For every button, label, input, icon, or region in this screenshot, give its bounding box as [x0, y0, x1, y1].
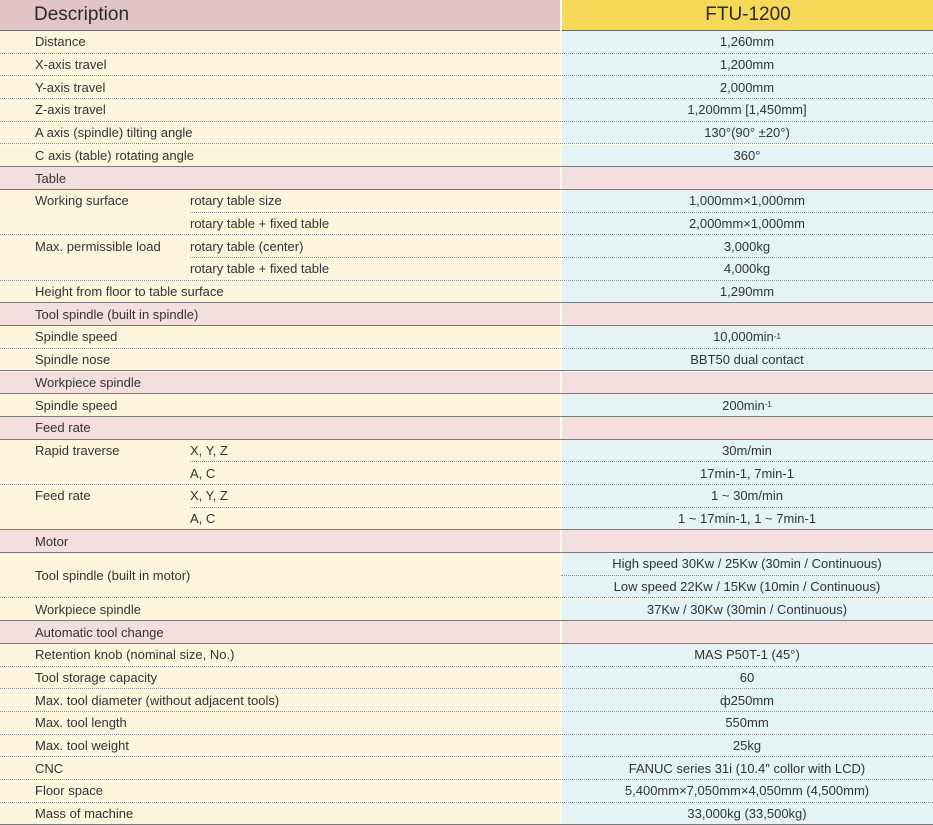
spec-value-text: 360° — [733, 147, 761, 163]
spec-value-text: 17min-1, 7min-1 — [700, 465, 794, 481]
spec-value-text: 1,000mm×1,000mm — [689, 193, 805, 209]
table-row — [0, 190, 933, 212]
table-row — [0, 780, 933, 803]
value-cell — [561, 303, 933, 325]
spec-label: Floor space — [35, 783, 103, 799]
section-row — [0, 530, 933, 553]
table-row — [0, 31, 933, 54]
spec-value — [561, 122, 933, 144]
section-row — [0, 372, 933, 395]
spec-value: 10,000min -1 — [713, 329, 781, 345]
spec-value-text: 1,260mm — [719, 34, 775, 50]
table-header — [0, 0, 933, 30]
spec-value-text: 4,000kg — [723, 261, 771, 277]
spec-value — [561, 757, 933, 779]
value-cell — [561, 530, 933, 552]
table-row — [0, 235, 933, 257]
spec-label: Height from floor to table surface — [35, 284, 224, 300]
spec-value-text: 2,000mm — [719, 79, 775, 95]
spec-label: Retention knob (nominal size, No.) — [35, 647, 235, 663]
spec-value — [561, 689, 933, 711]
spec-value — [561, 54, 933, 76]
spec-value — [561, 644, 933, 666]
table-row — [0, 667, 933, 690]
table-row — [0, 485, 933, 507]
spec-label: Mass of machine — [35, 806, 134, 822]
spec-value — [561, 508, 933, 530]
spec-sublabel: rotary table (center) — [190, 238, 304, 254]
table-row — [0, 122, 933, 145]
spec-sublabel: rotary table + fixed table — [190, 261, 330, 277]
spec-value — [561, 349, 933, 371]
spec-label: Workpiece spindle — [35, 601, 141, 617]
header-model-cell — [561, 0, 933, 31]
spec-value — [561, 780, 933, 802]
spec-value-text: 200min — [722, 397, 765, 413]
spec-sublabel: rotary table size — [190, 193, 282, 209]
spec-value-text: 30m/min — [722, 442, 772, 458]
section-row — [0, 167, 933, 190]
spec-value-text: 10,000min — [713, 329, 774, 345]
table-row — [0, 99, 933, 122]
table-row — [0, 689, 933, 712]
section-row — [0, 303, 933, 326]
spec-sublabel: A, C — [190, 465, 216, 481]
value-cell — [561, 417, 933, 439]
spec-label: Max. tool weight — [35, 738, 129, 754]
spec-sublabel: rotary table + fixed table — [190, 215, 330, 231]
spec-label: Tool spindle (built in motor) — [35, 567, 191, 583]
spec-value-text: 33,000kg (33,500kg) — [687, 806, 807, 822]
label-cell — [0, 530, 560, 552]
spec-value-text: 550mm — [725, 715, 769, 731]
header-model: FTU-1200 — [705, 4, 791, 25]
spec-value-text: BBT50 dual contact — [690, 352, 804, 368]
table-row — [0, 803, 933, 825]
spec-label: CNC — [35, 760, 64, 776]
spec-label: Max. permissible load — [35, 238, 161, 254]
spec-value — [561, 258, 933, 280]
spec-label: Spindle nose — [35, 352, 111, 368]
spec-label: Tool storage capacity — [35, 669, 158, 685]
spec-label: Y-axis travel — [35, 79, 106, 95]
spec-value-text: 37Kw / 30Kw (30min / Continuous) — [646, 601, 848, 617]
section-row — [0, 417, 933, 440]
label-cell — [0, 167, 560, 189]
value-cell — [561, 621, 933, 643]
spec-value-text: 1,200mm [1,450mm] — [687, 102, 807, 118]
spec-label: Spindle speed — [35, 397, 118, 413]
spec-value-text: 1 ~ 30m/min — [711, 488, 783, 504]
table-row — [0, 213, 933, 236]
section-title: Tool spindle (built in spindle) — [35, 306, 199, 322]
spec-value-text: 3,000kg — [723, 238, 771, 254]
spec-value-text: MAS P50T-1 (45°) — [694, 647, 800, 663]
spec-sublabel: X, Y, Z — [190, 442, 228, 458]
spec-label: Max. tool diameter (without adjacent tools) — [35, 692, 280, 708]
table-row — [0, 462, 933, 485]
table-row — [0, 145, 933, 168]
spec-label: Max. tool length — [35, 715, 127, 731]
table-row — [0, 76, 933, 99]
spec-value — [561, 712, 933, 734]
spec-label: X-axis travel — [35, 57, 107, 73]
table-row — [0, 54, 933, 77]
header-description-cell — [0, 0, 560, 31]
spec-value — [561, 31, 933, 53]
section-title: Automatic tool change — [35, 624, 164, 640]
table-row — [0, 553, 933, 598]
spec-label: Z-axis travel — [35, 102, 106, 118]
table-row — [0, 281, 933, 304]
spec-value — [561, 145, 933, 167]
spec-value — [561, 190, 933, 212]
table-row — [0, 349, 933, 372]
label-cell — [0, 757, 560, 779]
table-row — [0, 508, 933, 531]
spec-value: Low speed 22Kw / 15Kw (10min / Continuous) — [613, 579, 881, 595]
section-title: Feed rate — [35, 420, 91, 436]
spec-value-text: 130°(90° ±20°) — [704, 125, 790, 141]
table-row — [0, 258, 933, 281]
spec-value — [561, 235, 933, 257]
table-row — [0, 644, 933, 667]
spec-label: Feed rate — [35, 488, 91, 504]
spec-value — [561, 213, 933, 235]
section-title: Motor — [35, 533, 69, 549]
section-row — [0, 621, 933, 644]
spec-label: Distance — [35, 34, 86, 50]
table-row — [0, 757, 933, 780]
spec-label: A axis (spindle) tilting angle — [35, 125, 193, 141]
spec-sublabel: A, C — [190, 511, 216, 527]
table-row — [0, 326, 933, 349]
spec-value — [561, 485, 933, 507]
spec-value — [561, 462, 933, 484]
value-cell — [561, 167, 933, 189]
spec-value — [561, 599, 933, 621]
section-title: Table — [35, 170, 67, 186]
spec-value — [561, 735, 933, 757]
spec-value-text: ф250mm — [719, 692, 775, 708]
spec-value — [561, 440, 933, 462]
spec-value-text: FANUC series 31i (10.4″ collor with LCD) — [628, 760, 866, 776]
table-row — [0, 440, 933, 462]
table-row — [0, 712, 933, 735]
spec-sublabel: X, Y, Z — [190, 488, 228, 504]
spec-value-text: 1 ~ 17min-1, 1 ~ 7min-1 — [677, 511, 817, 527]
spec-value-text: 5,400mm×7,050mm×4,050mm (4,500mm) — [624, 783, 870, 799]
spec-value — [561, 99, 933, 121]
spec-value: 200min -1 — [722, 397, 772, 413]
spec-value — [561, 803, 933, 825]
spec-label: C axis (table) rotating angle — [35, 147, 194, 163]
spec-value-text: 1,200mm — [719, 57, 775, 73]
table-row — [0, 394, 933, 417]
spec-value — [561, 76, 933, 98]
spec-value-text: 2,000mm×1,000mm — [689, 215, 805, 231]
spec-value-text: 60 — [739, 669, 755, 685]
spec-value — [561, 281, 933, 303]
spec-value — [561, 667, 933, 689]
section-title: Workpiece spindle — [35, 374, 141, 390]
table-row — [0, 735, 933, 758]
spec-value-text: 1,290mm — [719, 284, 775, 300]
header-description: Description — [34, 4, 130, 25]
spec-value: High speed 30Kw / 25Kw (30min / Continuous) — [612, 556, 882, 572]
spec-label: Rapid traverse — [35, 442, 120, 458]
label-cell — [0, 462, 560, 484]
label-cell — [0, 508, 560, 530]
value-cell — [561, 372, 933, 394]
table-row — [0, 599, 933, 622]
spec-value-text: 25kg — [732, 738, 762, 754]
value-divider — [561, 575, 933, 576]
spec-label: Spindle speed — [35, 329, 118, 345]
spec-label: Working surface — [35, 193, 129, 209]
